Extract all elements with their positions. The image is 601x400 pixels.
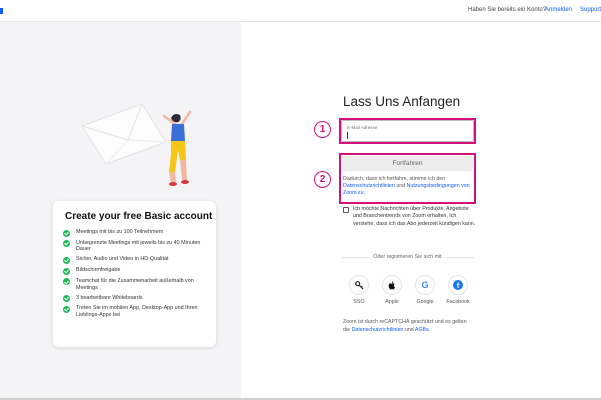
or-divider bbox=[341, 253, 474, 261]
recaptcha-notice: Zoom ist durch reCAPTCHA geschützt und es gelten die Datenschutzrichtlinien und AGBs. bbox=[343, 319, 467, 333]
sso-option[interactable] bbox=[346, 275, 372, 305]
top-bar bbox=[0, 0, 601, 22]
annotation-marker-2: 2 bbox=[314, 171, 331, 188]
page-title: Lass Uns Anfangen bbox=[343, 94, 461, 109]
sso-label: SSO bbox=[353, 299, 365, 305]
email-placeholder: E-Mail Adresse bbox=[347, 125, 378, 130]
check-icon bbox=[63, 230, 70, 237]
apple-label: Apple bbox=[385, 299, 399, 305]
recaptcha-privacy-link[interactable]: Datenschutzrichtlinien bbox=[351, 326, 404, 333]
envelope-illustration bbox=[80, 104, 170, 164]
check-icon bbox=[63, 278, 70, 285]
card-title: Create your free Basic account bbox=[65, 211, 213, 222]
annotation-marker-1: 1 bbox=[314, 121, 331, 138]
have-account-text: Haben Sie bereits ein Konto? bbox=[468, 7, 547, 13]
terms-link-suffix[interactable]: von Zoom zu. bbox=[343, 183, 470, 196]
feature-item: Sicher, Audio und Video in HD-Qualität bbox=[63, 256, 206, 264]
continue-button[interactable]: Fortfahren bbox=[342, 156, 473, 171]
feature-item: Treten Sie im mobilen App, Desktop-App und Ihren Lieblings-Apps bei bbox=[63, 305, 206, 319]
zoom-logo[interactable] bbox=[0, 8, 3, 14]
check-icon bbox=[63, 268, 70, 275]
feature-item: Bildschirmfreigabe bbox=[63, 267, 206, 275]
feature-item: Meetings mit bis zu 100 Teilnehmern bbox=[63, 229, 206, 237]
check-icon bbox=[63, 306, 70, 313]
check-icon bbox=[63, 240, 70, 247]
facebook-label: Facebook bbox=[446, 299, 470, 305]
check-icon bbox=[63, 295, 70, 302]
google-option[interactable] bbox=[412, 275, 438, 305]
facebook-icon[interactable]: f bbox=[448, 275, 468, 295]
text-cursor bbox=[347, 132, 348, 139]
support-link[interactable]: Support bbox=[580, 7, 601, 13]
email-field[interactable] bbox=[341, 120, 474, 142]
person-illustration bbox=[160, 110, 196, 192]
divider-line bbox=[446, 257, 474, 258]
check-icon bbox=[63, 257, 70, 264]
newsletter-checkbox[interactable] bbox=[343, 207, 349, 213]
consent-text: Dadurch, dass ich fortfahre, stimme ich den Datenschutzrichtlinien und Nutzungsbedingungen von Zoom zu. bbox=[343, 176, 470, 196]
apple-icon[interactable] bbox=[382, 275, 402, 295]
login-link[interactable]: Anmelden bbox=[545, 7, 573, 13]
feature-item: Unbegrenzte Meetings mit jeweils bis zu 40 Minuten Dauer bbox=[63, 240, 206, 254]
feature-item: 3 bearbeitbare Whiteboards bbox=[63, 295, 206, 303]
newsletter-option bbox=[343, 206, 478, 228]
or-label: Oder registrieren Sie sich mit bbox=[373, 254, 442, 260]
google-icon[interactable]: G bbox=[415, 275, 435, 295]
apple-option[interactable] bbox=[379, 275, 405, 305]
feature-item: Teamchat für die Zusammenarbeit außerhalb von Meetings bbox=[63, 278, 206, 292]
basic-account-card bbox=[53, 201, 216, 347]
key-icon[interactable] bbox=[349, 275, 369, 295]
google-label: Google bbox=[416, 299, 434, 305]
terms-link[interactable]: Nutzungsbedingungen bbox=[406, 183, 460, 189]
newsletter-label: Ich möchte Nachrichten über Produkte, Angebote und Branchentrends von Zoom erhalten, Ich verstehe, dass ich das Abo jederzeit kündigen kann. bbox=[353, 206, 476, 227]
facebook-option[interactable] bbox=[445, 275, 471, 305]
privacy-link[interactable]: Datenschutzrichtlinien bbox=[343, 183, 395, 189]
recaptcha-terms-link[interactable]: AGBs bbox=[414, 326, 429, 333]
